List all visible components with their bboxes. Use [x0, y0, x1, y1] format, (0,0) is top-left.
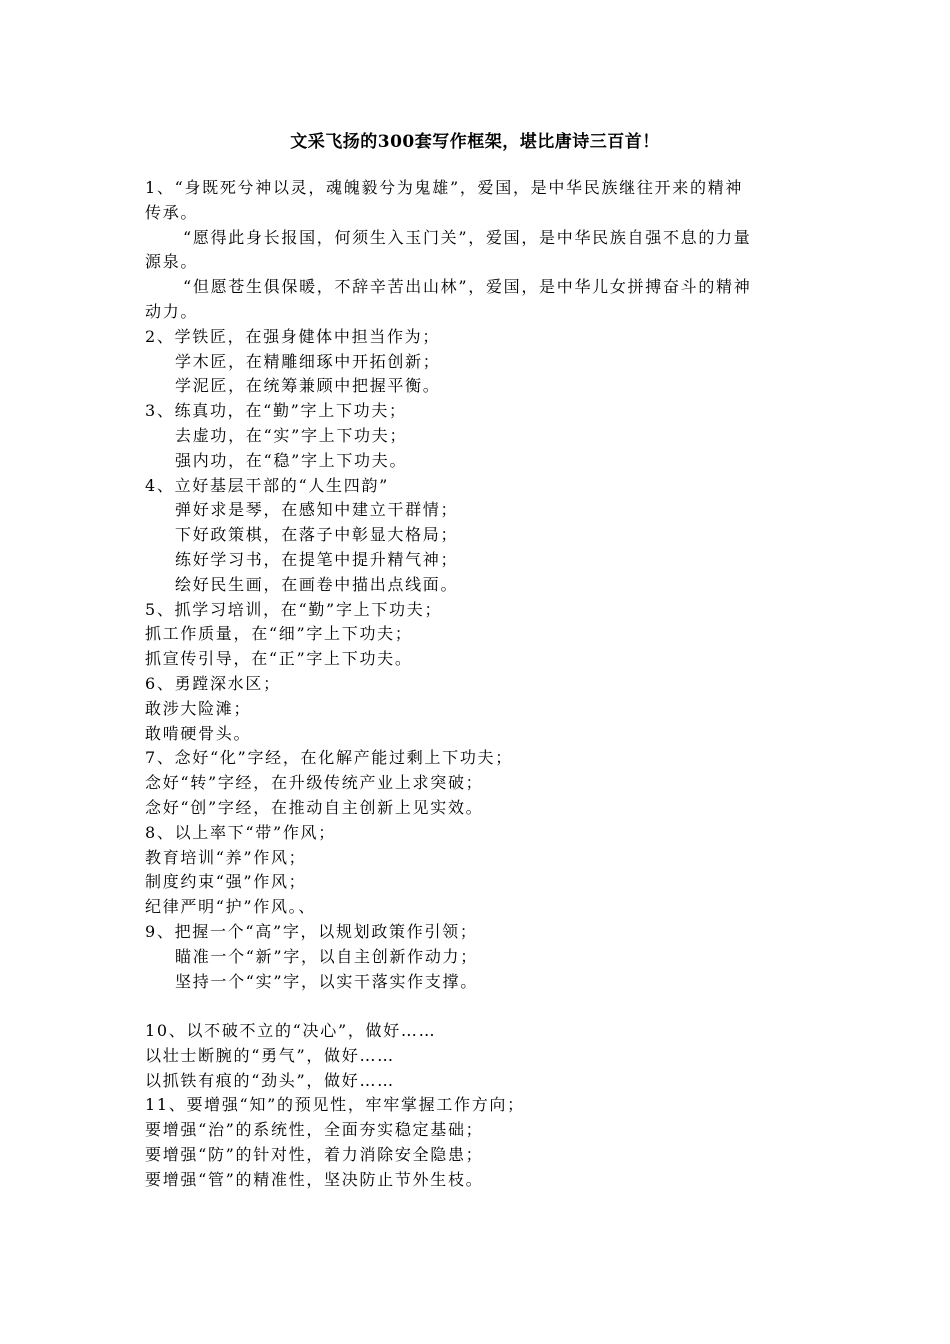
text-line: 弹好求是琴，在感知中建立干群情； — [175, 500, 459, 520]
text-line: “愿得此身长报国，何须生入玉门关”，爱国，是中华民族自强不息的力量 — [183, 227, 752, 247]
text-line: 8、以上率下“带”作风； — [145, 822, 336, 842]
text-line: 练好学习书，在提笔中提升精气神； — [175, 549, 459, 569]
text-line: 纪律严明“护”作风。、 — [145, 897, 317, 917]
text-line: 6、勇蹚深水区； — [145, 673, 281, 693]
text-line: 要增强“治”的系统性，全面夯实稳定基础； — [145, 1120, 484, 1140]
text-line: 强内功，在“稳”字上下功夫。 — [175, 450, 408, 470]
text-line: 下好政策棋，在落子中彰显大格局； — [175, 525, 459, 545]
text-line: 学泥匠，在统筹兼顾中把握平衡。 — [175, 376, 441, 396]
text-line: 2、学铁匠，在强身健体中担当作为； — [145, 326, 441, 346]
text-line: 5、抓学习培训，在“勤”字上下功夫； — [145, 599, 443, 619]
text-line: 传承。 — [145, 202, 199, 222]
text-line: 抓工作质量，在“细”字上下功夫； — [145, 624, 413, 644]
blank-line — [145, 994, 810, 1019]
text-line: 以壮士断腕的“勇气”，做好…… — [145, 1045, 395, 1065]
text-line: 9、把握一个“高”字，以规划政策作引领； — [145, 921, 478, 941]
text-line: 敢涉大险滩； — [145, 698, 252, 718]
text-line: 以抓铁有痕的“劲头”，做好…… — [145, 1070, 395, 1090]
text-line: 动力。 — [145, 301, 199, 321]
text-line: 制度约束“强”作风； — [145, 872, 307, 892]
text-line: 源泉。 — [145, 252, 199, 272]
text-line: 11、要增强“知”的预见性，牢牢掌握工作方向； — [145, 1095, 525, 1115]
text-line: 绘好民生画，在画卷中描出点线面。 — [175, 574, 459, 594]
text-line: 念好“创”字经，在推动自主创新上见实效。 — [145, 797, 484, 817]
text-line: 敢啃硬骨头。 — [145, 723, 252, 743]
text-line: 念好“转”字经，在升级传统产业上求突破； — [145, 773, 484, 793]
text-line: 4、立好基层干部的“人生四韵” — [145, 475, 390, 495]
document-title: 文采飞扬的300套写作框架，堪比唐诗三百首！ — [290, 132, 660, 152]
text-line: 要增强“防”的针对性，着力消除安全隐患； — [145, 1145, 484, 1165]
text-line: 去虚功，在“实”字上下功夫； — [175, 425, 408, 445]
text-line: 3、练真功，在“勤”字上下功夫； — [145, 401, 407, 421]
text-line: “但愿苍生俱保暖，不辞辛苦出山林”，爱国，是中华儿女拼搏奋斗的精神 — [183, 277, 752, 297]
text-line: 抓宣传引导，在“正”字上下功夫。 — [145, 649, 413, 669]
text-line: 瞄准一个“新”字，以自主创新作动力； — [175, 946, 478, 966]
text-line: 10、以不破不立的“决心”，做好…… — [145, 1021, 437, 1041]
text-line: 学木匠，在精雕细琢中开拓创新； — [175, 351, 441, 371]
text-line: 教育培训“养”作风； — [145, 847, 307, 867]
text-line: 7、念好“化”字经，在化解产能过剩上下功夫； — [145, 748, 513, 768]
text-line: 1、“身既死兮神以灵，魂魄毅兮为鬼雄”，爱国，是中华民族继往开来的精神 — [145, 178, 744, 197]
document-body — [145, 176, 810, 1193]
text-line: 坚持一个“实”字，以实干落实作支撑。 — [175, 971, 478, 991]
text-line: 要增强“管”的精准性，坚决防止节外生枝。 — [145, 1169, 484, 1189]
